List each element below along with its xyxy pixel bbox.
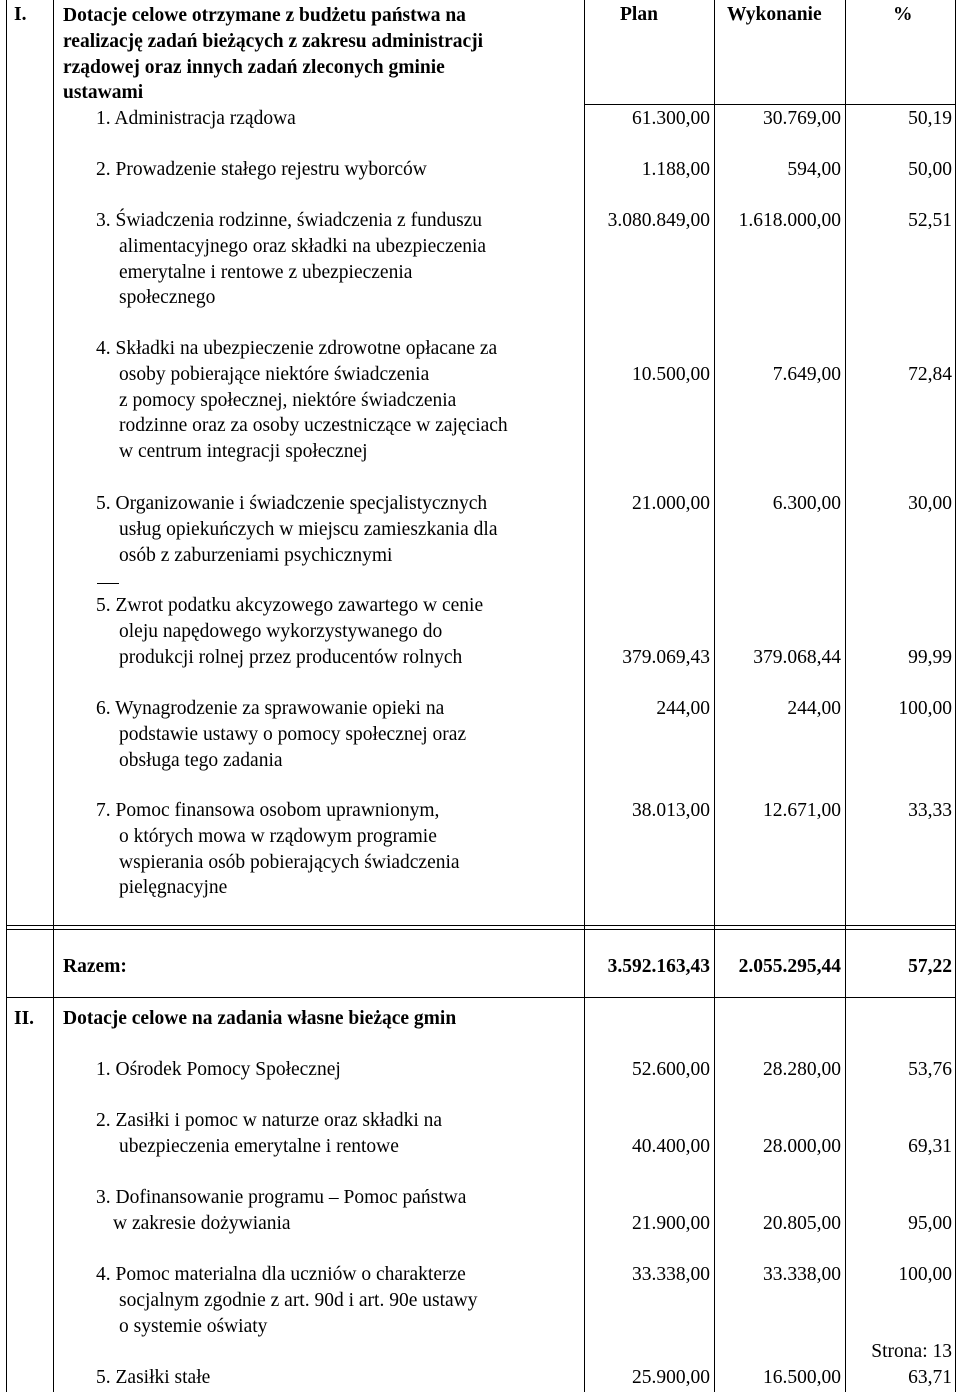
item-wykonanie: 30.769,00 [763,108,841,129]
grid-line-right [955,0,956,1392]
section-1-title-line: Dotacje celowe otrzymane z budżetu państwa na [63,5,466,26]
total-percent: 57,22 [908,956,952,977]
item-line: socjalnym zgodnie z art. 90d i art. 90e ustawy [119,1289,478,1311]
item-description [96,208,486,311]
item-plan: 21.000,00 [632,493,710,514]
item-line: w centrum integracji społecznej [119,441,368,463]
item-wykonanie: 6.300,00 [772,493,841,514]
item-line: pielęgnacyjne [119,877,228,899]
section-1-title-line: rządowej oraz innych zadań zleconych gminie [63,56,445,78]
item-percent: 95,00 [908,1213,952,1234]
item-description: 1. Administracja rządowa [96,108,296,129]
grid-line-roman [53,0,54,1392]
item-line: usług opiekuńczych w miejscu zamieszkania dla [119,518,498,540]
item-line: podstawie ustawy o pomocy społecznej oraz [119,723,467,745]
item-line: 6. Wynagrodzenie za sprawowanie opieki na [96,698,445,719]
item-plan: 40.400,00 [632,1136,710,1157]
item-line: 5. Organizowanie i świadczenie specjalistycznych [96,493,488,514]
section-1-roman: I. [14,4,27,25]
section-1-title [63,3,483,106]
item-description [96,1262,477,1339]
item-wykonanie: 28.000,00 [763,1136,841,1157]
item-wykonanie: 20.805,00 [763,1213,841,1234]
section1-bottom-line [6,925,956,926]
total-plan: 3.592.163,43 [607,956,710,977]
item-line: alimentacyjnego oraz składki na ubezpieczenia [119,235,487,257]
section-1-title-line: ustawami [63,82,144,104]
item-line: emerytalne i rentowe z ubezpieczenia [119,261,413,283]
item-wykonanie: 379.068,44 [753,647,841,668]
item-plan: 10.500,00 [632,364,710,385]
item-line: 5. Zwrot podatku akcyzowego zawartego w cenie [96,595,484,616]
item-wykonanie: 33.338,00 [763,1264,841,1285]
item-plan: 33.338,00 [632,1264,710,1285]
item-plan: 61.300,00 [632,108,710,129]
item-plan: 21.900,00 [632,1213,710,1234]
item-line: rodzinne oraz za osoby uczestniczące w zajęciach [119,415,508,437]
page-number: Strona: 13 [871,1341,952,1362]
item-description [96,798,460,901]
item-plan: 38.013,00 [632,800,710,821]
item-description: 1. Ośrodek Pomocy Społecznej [96,1059,341,1080]
item-description: 2. Prowadzenie stałego rejestru wyborców [96,159,427,180]
item-wykonanie: 1.618.000,00 [738,210,841,231]
item-line: wspierania osób pobierających świadczenia [119,851,460,873]
total-wykonanie: 2.055.295,44 [738,956,841,977]
item-percent: 100,00 [898,1264,952,1285]
item-description [96,1185,466,1237]
column-header-plan: Plan [620,4,658,25]
item-plan: 244,00 [656,698,710,719]
item-percent: 72,84 [908,364,952,385]
item-line: w zakresie dożywiania [113,1212,291,1234]
item-wykonanie: 7.649,00 [772,364,841,385]
grid-line-desc [584,0,585,1392]
item-line: produkcji rolnej przez producentów rolnych [119,646,463,668]
item-percent: 100,00 [898,698,952,719]
item-line: obsługa tego zadania [119,749,283,771]
total-top-line [6,929,956,930]
item-plan: 1.188,00 [641,159,710,180]
item-line: społecznego [119,287,216,309]
item-line: 2. Zasiłki i pomoc w naturze oraz składki na [96,1110,443,1131]
item-line: osób z zaburzeniami psychicznymi [119,544,393,566]
item-line: 3. Świadczenia rodzinne, świadczenia z funduszu [96,210,483,231]
item-wykonanie: 28.280,00 [763,1059,841,1080]
section-1-title-line: realizację zadań bieżących z zakresu administracji [63,30,484,52]
grid-line-wyk [845,0,846,1392]
item-line: z pomocy społecznej, niektóre świadczenia [119,389,457,411]
item-line: oleju napędowego wykorzystywanego do [119,620,443,642]
item-description [96,696,466,773]
item-wykonanie: 12.671,00 [763,800,841,821]
total-bottom-line [6,997,956,998]
item-line: ubezpieczenia emerytalne i rentowe [119,1135,399,1157]
item-percent: 30,00 [908,493,952,514]
item-percent: 50,19 [908,108,952,129]
section-2-title: Dotacje celowe na zadania własne bieżące gmin [63,1008,457,1029]
header-bottom-line [585,104,956,105]
column-header-percent: % [893,4,913,25]
item-percent: 52,51 [908,210,952,231]
item-line: o systemie oświaty [119,1315,268,1337]
item-percent: 63,71 [908,1367,952,1388]
grid-line-left [6,0,7,1392]
item-percent: 50,00 [908,159,952,180]
item-line: 7. Pomoc finansowa osobom uprawnionym, [96,800,440,821]
item-percent: 53,76 [908,1059,952,1080]
grid-line-plan [714,0,715,1392]
item-wykonanie: 16.500,00 [763,1367,841,1388]
item-description [96,336,508,465]
column-header-wykonanie: Wykonanie [727,4,822,25]
item-line: o których mowa w rządowym programie [119,825,437,847]
underscore-mark [97,583,119,584]
item-plan: 25.900,00 [632,1367,710,1388]
item-percent: 69,31 [908,1136,952,1157]
item-line: 4. Pomoc materialna dla uczniów o charakterze [96,1264,466,1285]
item-plan: 3.080.849,00 [607,210,710,231]
item-line: 3. Dofinansowanie programu – Pomoc państwa [96,1187,467,1208]
item-percent: 99,99 [908,647,952,668]
item-line: osoby pobierające niektóre świadczenia [119,363,430,385]
section-2-roman: II. [14,1008,35,1029]
item-percent: 33,33 [908,800,952,821]
item-wykonanie: 244,00 [787,698,841,719]
item-line: 4. Składki na ubezpieczenie zdrowotne opłacane za [96,338,498,359]
item-description [96,1108,442,1160]
item-description: 5. Zasiłki stałe [96,1367,211,1388]
item-plan: 379.069,43 [622,647,710,668]
total-label: Razem: [63,956,127,977]
item-description [96,593,483,670]
item-description [96,491,498,568]
item-wykonanie: 594,00 [787,159,841,180]
item-plan: 52.600,00 [632,1059,710,1080]
